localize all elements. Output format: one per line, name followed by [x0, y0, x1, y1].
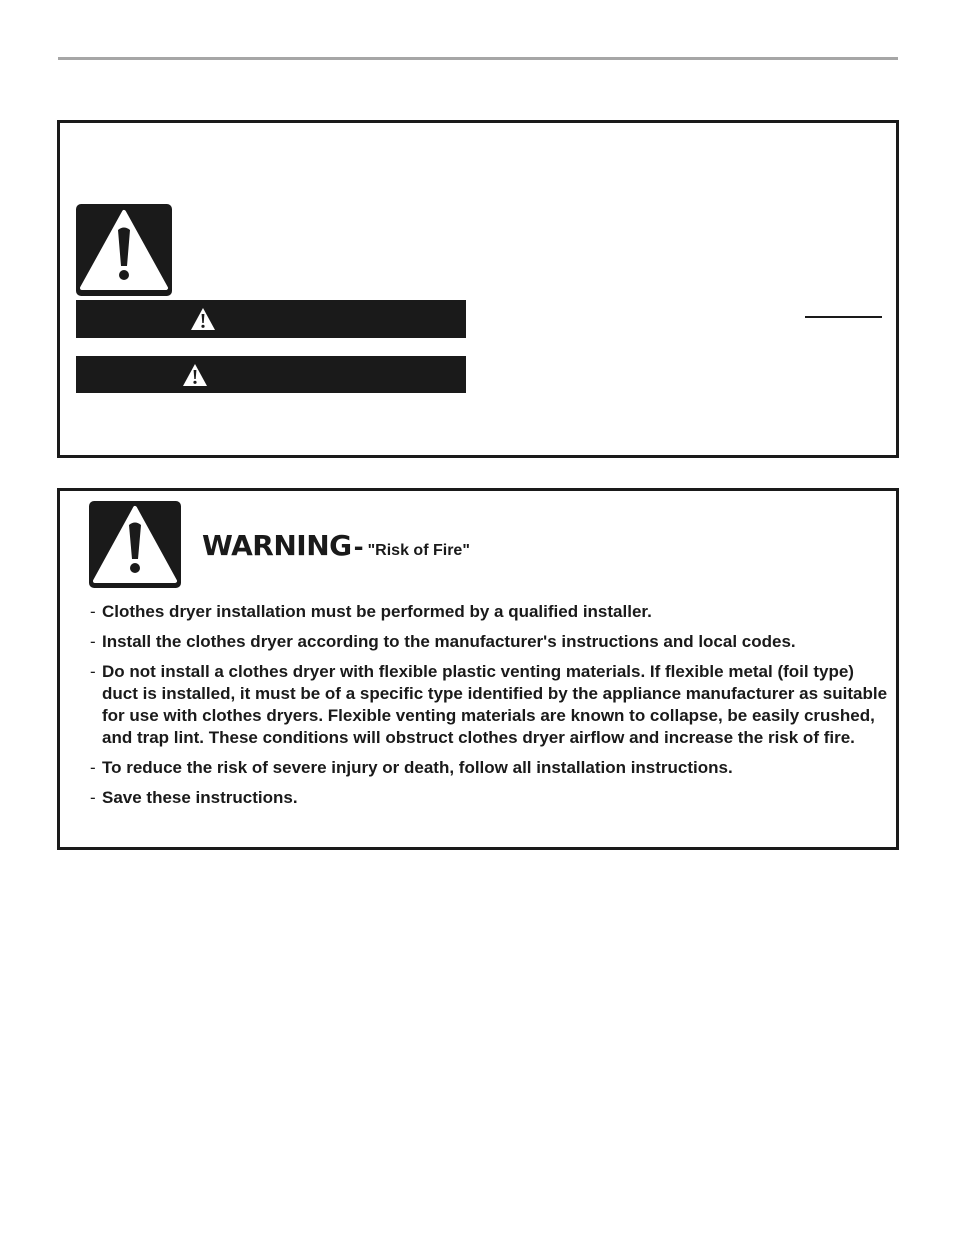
header-rule [58, 57, 898, 60]
heading-separator: - [353, 533, 364, 561]
warning-triangle-icon [89, 501, 181, 588]
list-item-text: Save these instructions. [102, 788, 298, 807]
warning-triangle-icon [190, 307, 216, 331]
fire-warning-box [57, 488, 899, 850]
warning-triangle-icon [182, 363, 208, 387]
safety-alert-symbol [89, 501, 181, 588]
list-item-text [102, 602, 652, 621]
danger-signal-bar [76, 300, 466, 338]
warning-heading [202, 529, 470, 562]
list-item [90, 601, 890, 623]
list-item [90, 661, 890, 749]
list-bullet: - [90, 662, 96, 681]
warning-signal-bar [76, 356, 466, 393]
list-item-text-content: Clothes dryer installation must be performed by a qualified installer. [102, 602, 652, 621]
list-item-text: Do not install a clothes dryer with flexible plastic venting materials. If flexible metal (foil type) duct is installed, it must be of a specific type identified by the appliance manufacturer as suitable for use with clothes dryers. Flexible venting materials are known to collapse, be easily crushed, and trap lint. These conditions will obstruct clothes dryer airflow and increase the risk of fire. [102, 662, 888, 747]
list-bullet: - [90, 602, 96, 621]
list-item [90, 787, 890, 809]
list-item-text: To reduce the risk of severe injury or death, follow all installation instructions. [102, 758, 733, 777]
list-bullet: - [90, 632, 96, 651]
list-bullet: - [90, 788, 96, 807]
list-item-text: Install the clothes dryer according to the manufacturer's instructions and local codes. [102, 632, 796, 651]
warning-subtitle: "Risk of Fire" [367, 542, 470, 559]
underline-rule [805, 316, 882, 318]
list-item [90, 757, 890, 779]
safety-information-box [57, 120, 899, 458]
warning-list [90, 601, 890, 817]
list-item [90, 631, 890, 653]
warning-title: WARNING [202, 529, 352, 562]
list-bullet: - [90, 758, 96, 777]
warning-triangle-icon [76, 204, 172, 296]
safety-alert-symbol [76, 204, 172, 296]
